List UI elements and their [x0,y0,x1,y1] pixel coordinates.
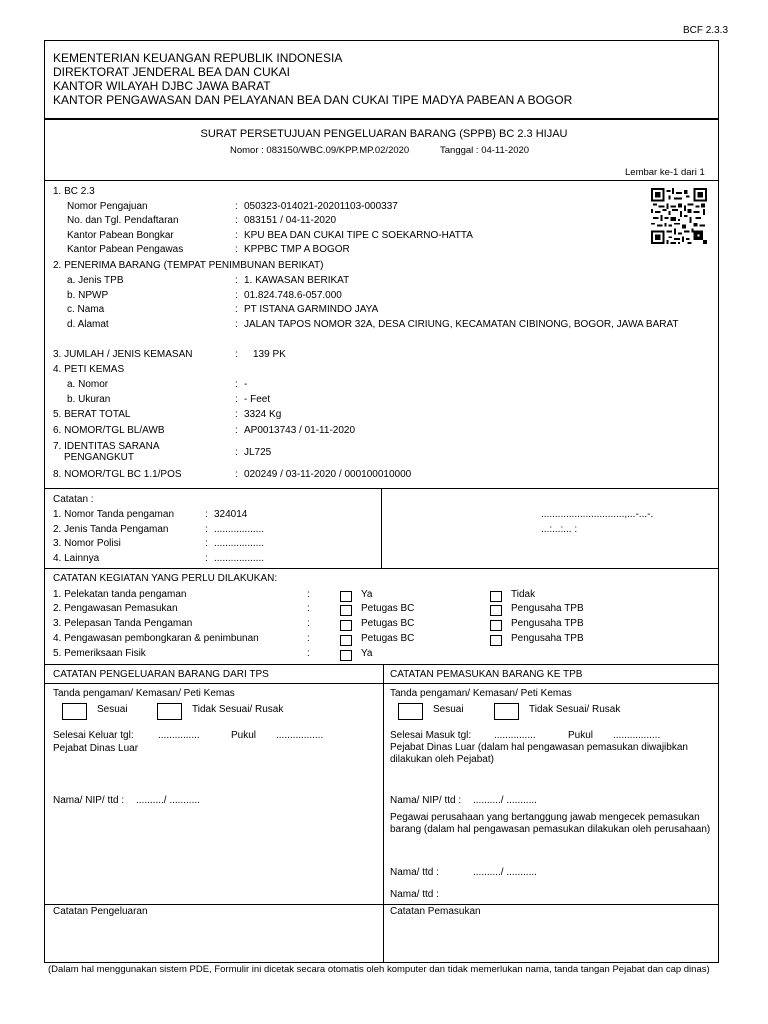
option-label: Petugas BC [361,618,415,629]
sarana-value: JL725 [244,447,272,458]
bl-label: 6. NOMOR/TGL BL/AWB [53,425,165,436]
colon: : [235,394,238,405]
section-bc23-heading: 1. BC 2.3 [53,186,95,197]
colon: : [307,589,310,600]
selesai-keluar-label: Selesai Keluar tgl: [53,730,134,741]
nama-value: PT ISTANA GARMINDO JAYA [244,304,379,315]
option-label: Ya [361,648,373,659]
jumlah-label: 3. JUMLAH / JENIS KEMASAN [53,349,193,360]
header-line-3: KANTOR WILAYAH DJBC JAWA BARAT [53,79,271,93]
pelekatan-tidak-checkbox[interactable] [490,591,502,602]
sarana-label: 7. IDENTITAS SARANA [53,441,160,452]
jenis-tanda-value: .................. [214,524,265,535]
colon: : [235,304,238,315]
document-tanggal: Tanggal : 04-11-2020 [440,145,530,156]
catatan-right-line-2: ...:...:... : [541,524,578,535]
colon: : [235,201,238,212]
divider [44,683,719,684]
field-label: d. Alamat [67,319,109,330]
pemeriksaan-ya-checkbox[interactable] [340,650,352,661]
pelepasan-pengusaha-checkbox[interactable] [490,620,502,631]
pelekatan-ya-checkbox[interactable] [340,591,352,602]
catatan-heading: Catatan : [53,494,94,505]
pabean-bongkar-value: KPU BEA DAN CUKAI TIPE C SOEKARNO-HATTA [244,230,473,241]
jumlah-value: 139 PK [253,349,286,360]
colon: : [205,509,208,520]
colon: : [307,633,310,644]
colon: : [235,349,238,360]
berat-value: 3324 Kg [244,409,282,420]
colon: : [235,230,238,241]
kegiatan-label: 1. Pelekatan tanda pengaman [53,589,187,600]
peti-kemas-heading: 4. PETI KEMAS [53,364,125,375]
header-line-1: KEMENTERIAN KEUANGAN REPUBLIK INDONESIA [53,51,343,65]
pukul-label: Pukul [568,730,594,741]
colon: : [235,409,238,420]
kegiatan-heading: CATATAN KEGIATAN YANG PERLU DILAKUKAN: [53,573,278,584]
pengawasan-petugas-checkbox[interactable] [340,605,352,616]
bl-value: AP0013743 / 01-11-2020 [244,425,356,436]
option-label: Pengusaha TPB [511,603,584,614]
divider [44,568,719,569]
nama-nip-label: Nama/ NIP/ ttd : [53,795,125,806]
header-line-2: DIREKTORAT JENDERAL BEA DAN CUKAI [53,65,290,79]
bc11-label: 8. NOMOR/TGL BC 1.1/POS [53,469,182,480]
berat-label: 5. BERAT TOTAL [53,409,131,420]
pabean-pengawas-value: KPPBC TMP A BOGOR [244,244,350,255]
pendaftaran-value: 083151 / 04-11-2020 [244,215,337,226]
field-label: Kantor Pabean Pengawas [67,244,184,255]
jenis-tpb-value: 1. KAWASAN BERIKAT [244,275,350,286]
nomor-pengajuan-value: 050323-014021-20201103-000337 [244,201,398,212]
nama-nip-label: Nama/ NIP/ ttd : [390,795,462,806]
catatan-label: 1. Nomor Tanda pengaman [53,509,175,520]
option-label: Sesuai [97,704,128,715]
qr-code-icon [651,188,707,244]
colon: : [235,447,238,458]
pengawasan-pengusaha-checkbox[interactable] [490,605,502,616]
option-label: Tidak Sesuai/ Rusak [529,704,621,715]
nama-nip-value: ........../ ........... [473,795,537,806]
pejabat-label: Pejabat Dinas Luar [53,743,139,754]
colon: : [235,290,238,301]
option-label: Sesuai [433,704,464,715]
nama-nip-value: ........../ ........... [136,795,200,806]
kegiatan-label: 3. Pelepasan Tanda Pengaman [53,618,193,629]
header-line-4: KANTOR PENGAWASAN DAN PELAYANAN BEA DAN CUKAI TIPE MADYA PABEAN A BOGOR [53,93,573,107]
option-label: Pengusaha TPB [511,633,584,644]
pembongkaran-petugas-checkbox[interactable] [340,635,352,646]
pengeluaran-tidak-sesuai-checkbox[interactable] [157,703,182,720]
nama-ttd-value: ........../ ........... [473,867,537,878]
pemasukan-sesuai-checkbox[interactable] [398,703,423,720]
pemasukan-heading: CATATAN PEMASUKAN BARANG KE TPB [390,669,583,680]
selesai-keluar-value: ............... [158,730,200,741]
catatan-pengeluaran-label: Catatan Pengeluaran [53,906,148,917]
colon: : [235,469,238,480]
nomor-polisi-value: .................. [214,538,265,549]
colon: : [205,538,208,549]
kegiatan-label: 5. Pemeriksaan Fisik [53,648,146,659]
nomor-tanda-value: 324014 [214,509,248,520]
colon: : [235,319,238,330]
kegiatan-label: 4. Pengawasan pembongkaran & penimbunan [53,633,259,644]
colon: : [235,275,238,286]
pukul-value: ................. [276,730,324,741]
field-label: b. NPWP [67,290,109,301]
kegiatan-label: 2. Pengawasan Pemasukan [53,603,178,614]
pemasukan-tidak-sesuai-checkbox[interactable] [494,703,519,720]
catatan-label: 2. Jenis Tanda Pengaman [53,524,169,535]
option-label: Ya [361,589,373,600]
field-label: No. dan Tgl. Pendaftaran [67,215,179,226]
field-label: b. Ukuran [67,394,111,405]
field-label: Kantor Pabean Bongkar [67,230,174,241]
alamat-value: JALAN TAPOS NOMOR 32A, DESA CIRIUNG, KECAMATAN CIBINONG, BOGOR, JAWA BARAT [244,319,679,330]
option-label: Pengusaha TPB [511,618,584,629]
document-title: SURAT PERSETUJUAN PENGELUARAN BARANG (SPPB) BC 2.3 HIJAU [200,128,568,140]
sarana-label-2: PENGANGKUT [64,452,135,463]
field-label: a. Jenis TPB [67,275,124,286]
divider [44,180,719,181]
selesai-masuk-label: Selesai Masuk tgl: [390,730,472,741]
colon: : [205,524,208,535]
peti-ukuran-value: - Feet [244,394,271,405]
divider [44,664,719,665]
sheet-number: Lembar ke-1 dari 1 [625,167,705,178]
pengeluaran-sesuai-checkbox[interactable] [62,703,87,720]
colon: : [307,618,310,629]
pelepasan-petugas-checkbox[interactable] [340,620,352,631]
pegawai-note: Pegawai perusahaan yang bertanggung jawab mengecek pemasukan barang (dalam hal pengawasan pemasukan dilakukan oleh perusahaan) [390,812,711,835]
footer-note: (Dalam hal menggunakan sistem PDE, Formulir ini dicetak secara otomatis oleh komputer dan tidak memerlukan nama, tanda tangan Pejabat dan cap dinas) [48,964,710,975]
pemasukan-tanda: Tanda pengaman/ Kemasan/ Peti Kemas [390,688,572,699]
npwp-value: 01.824.748.6-057.000 [244,290,342,301]
pukul-label: Pukul [231,730,257,741]
form-code: BCF 2.3.3 [683,25,729,36]
lainnya-value: .................. [214,553,265,564]
pembongkaran-pengusaha-checkbox[interactable] [490,635,502,646]
pejabat-dinas-note: Pejabat Dinas Luar (dalam hal pengawasan pemasukan diwajibkan dilakukan oleh Pejabat) [390,742,688,765]
colon: : [235,425,238,436]
field-label: a. Nomor [67,379,109,390]
bc11-value: 020249 / 03-11-2020 / 000100010000 [244,469,412,480]
catatan-pemasukan-label: Catatan Pemasukan [390,906,481,917]
colon: : [307,648,310,659]
colon: : [235,215,238,226]
option-label: Tidak Sesuai/ Rusak [192,704,284,715]
catatan-label: 4. Lainnya [53,553,100,564]
nama-ttd-label: Nama/ ttd : [390,867,439,878]
option-label: Petugas BC [361,633,415,644]
catatan-label: 3. Nomor Polisi [53,538,121,549]
colon: : [205,553,208,564]
colon: : [307,603,310,614]
colon: : [235,379,238,390]
option-label: Tidak [511,589,536,600]
field-label: c. Nama [67,304,105,315]
divider [381,488,382,568]
section-penerima-heading: 2. PENERIMA BARANG (TEMPAT PENIMBUNAN BERIKAT) [53,260,324,271]
peti-nomor-value: - [244,379,248,390]
pengeluaran-heading: CATATAN PENGELUARAN BARANG DARI TPS [53,669,269,680]
document-nomor: Nomor : 083150/WBC.09/KPP.MP.02/2020 [230,145,410,156]
field-label: Nomor Pengajuan [67,201,148,212]
option-label: Petugas BC [361,603,415,614]
pukul-value: ................. [613,730,661,741]
nama-ttd-label-2: Nama/ ttd : [390,889,439,900]
pengeluaran-tanda: Tanda pengaman/ Kemasan/ Peti Kemas [53,688,235,699]
divider [383,664,384,963]
catatan-right-line-1: ..............................,...-...-. [541,509,654,520]
divider [44,904,719,905]
selesai-masuk-value: ............... [494,730,536,741]
colon: : [235,244,238,255]
